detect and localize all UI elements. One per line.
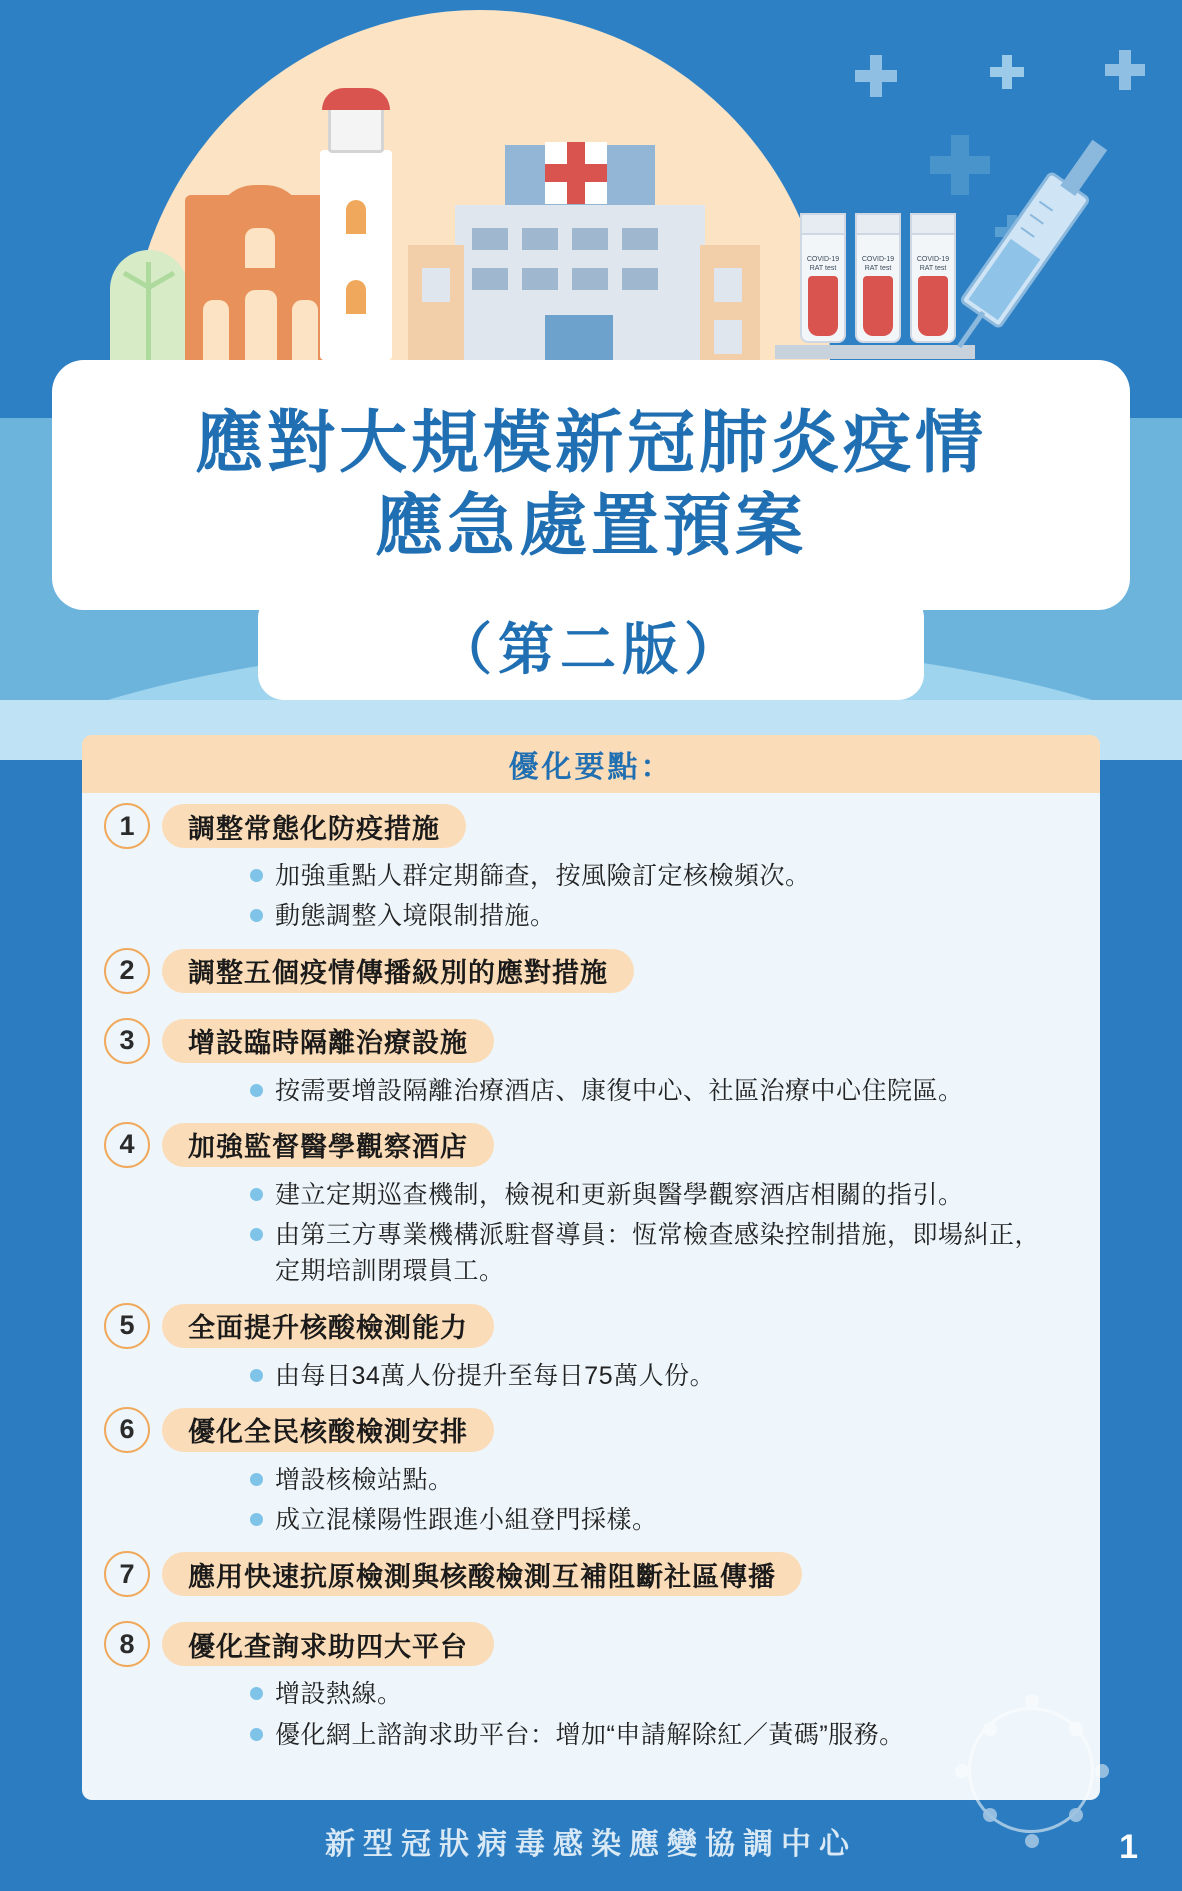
item-bullets [250,1676,1100,1753]
bullet-text: 增設核檢站點。 [275,1465,454,1494]
list-item [82,1548,1100,1600]
bullet-dot-icon [250,909,263,922]
item-header [82,1119,1100,1171]
bullet-text: 優化網上諮詢求助平台：增加“申請解除紅／黃碼”服務。 [275,1720,905,1749]
side-building [408,245,464,370]
bullet-dot-icon [250,1473,263,1486]
test-tube-icon [800,213,846,343]
bullet-item [250,858,1100,894]
item-title: 優化全民核酸檢測安排 [162,1408,494,1452]
item-header [82,1015,1100,1067]
bullet-item [250,1177,1100,1213]
list-item [82,1119,1100,1290]
bullet-text: 加強重點人群定期篩查，按風險訂定核檢頻次。 [275,862,811,890]
item-header [82,1404,1100,1456]
version-label: （第二版） [436,618,746,681]
tube-rack [775,345,975,359]
bullet-text: 按需要增設隔離治療酒店、康復中心、社區治療中心住院區。 [275,1076,964,1105]
bullet-text: 由每日34萬人份提升至每日75萬人份。 [275,1361,716,1390]
item-header [82,800,1100,852]
bullet-dot-icon [250,869,263,882]
bullet-item [250,898,1100,934]
lighthouse-window [346,200,366,234]
side-building-window [714,268,742,302]
bullet-text: 建立定期巡查機制，檢視和更新與醫學觀察酒店相關的指引。 [275,1180,964,1209]
bullet-dot-icon [250,1228,263,1241]
version-card [258,592,924,700]
lighthouse-icon [320,150,392,360]
item-header [82,1618,1100,1670]
hospital-window [472,268,508,290]
test-tube-icon [855,213,901,343]
bullet-item [250,1217,1100,1290]
bullet-text: 增設熱線。 [275,1680,403,1709]
list-item [82,1015,1100,1109]
item-number: 3 [104,1018,150,1064]
hospital-window [522,228,558,250]
tube-label: COVID-19 RAT test [861,256,895,273]
hospital-window [622,228,658,250]
hospital-window [472,228,508,250]
list-item [82,800,1100,935]
hospital-window [572,268,608,290]
item-number: 4 [104,1122,150,1168]
bullet-text: 動態調整入境限制措施。 [275,902,556,931]
bullet-item [250,1676,1100,1712]
item-number: 2 [104,948,150,994]
panel-heading-text: 優化要點： [508,751,674,784]
list-item [82,945,1100,997]
item-title: 加強監督醫學觀察酒店 [162,1123,494,1167]
lighthouse-roof-icon [322,88,390,110]
list-item [82,1404,1100,1539]
cross-icon [1105,50,1145,90]
item-number: 8 [104,1621,150,1667]
test-tube-icon [910,213,956,343]
bullet-text: 由第三方專業機構派駐督導員：恆常檢查感染控制措施，即場糾正，定期培訓閉環員工。 [275,1221,1041,1286]
hospital-window [622,268,658,290]
item-header [82,1548,1100,1600]
item-title: 調整常態化防疫措施 [162,804,466,848]
cross-icon [855,55,897,97]
page-title-line2: 應急處置預案 [374,488,807,564]
church-window [245,290,277,370]
virus-icon [968,1707,1094,1833]
item-bullets [250,1177,1100,1290]
item-number: 7 [104,1551,150,1597]
tree-branch-icon [146,262,151,362]
title-card [52,360,1130,610]
bullet-item [250,1462,1100,1498]
side-building-window [714,320,742,354]
lighthouse-lamp-icon [328,105,384,153]
side-building-window [422,268,450,302]
item-bullets [250,1073,1100,1109]
bullet-dot-icon [250,1188,263,1201]
page-title-line1: 應對大規模新冠肺炎疫情 [194,405,987,482]
hospital-cross-icon [545,142,607,204]
tube-label: COVID-19 RAT test [806,256,840,273]
bullet-dot-icon [250,1728,263,1741]
bullet-dot-icon [250,1369,263,1382]
item-number: 6 [104,1407,150,1453]
list-item [82,1300,1100,1394]
item-title: 調整五個疫情傳播級別的應對措施 [162,949,634,993]
item-bullets [250,1462,1100,1539]
item-title: 應用快速抗原檢測與核酸檢測互補阻斷社區傳播 [162,1552,802,1596]
item-header [82,1300,1100,1352]
lighthouse-window [346,280,366,314]
item-bullets [250,858,1100,935]
list-item [82,1618,1100,1753]
page-number: 1 [1119,1828,1138,1866]
cross-icon [930,135,990,195]
item-title: 優化查詢求助四大平台 [162,1622,494,1666]
hospital-window [572,228,608,250]
cross-icon [990,55,1024,89]
bullet-text: 成立混樣陽性跟進小組登門採樣。 [275,1506,658,1534]
footer-organization: 新型冠狀病毒感染應變協調中心 [325,1828,857,1861]
hospital-window [522,268,558,290]
church-window [245,228,275,268]
bullet-item [250,1502,1100,1538]
bullet-item [250,1073,1100,1109]
item-bullets [250,1358,1100,1394]
item-title: 全面提升核酸檢測能力 [162,1304,494,1348]
bullet-dot-icon [250,1513,263,1526]
item-title: 增設臨時隔離治療設施 [162,1019,494,1063]
optimization-items-list [82,800,1100,1763]
tube-label: COVID-19 RAT test [916,256,950,273]
panel-heading-bar [82,735,1100,793]
item-number: 5 [104,1303,150,1349]
item-header [82,945,1100,997]
bullet-dot-icon [250,1084,263,1097]
bullet-item [250,1358,1100,1394]
bullet-dot-icon [250,1687,263,1700]
item-number: 1 [104,803,150,849]
